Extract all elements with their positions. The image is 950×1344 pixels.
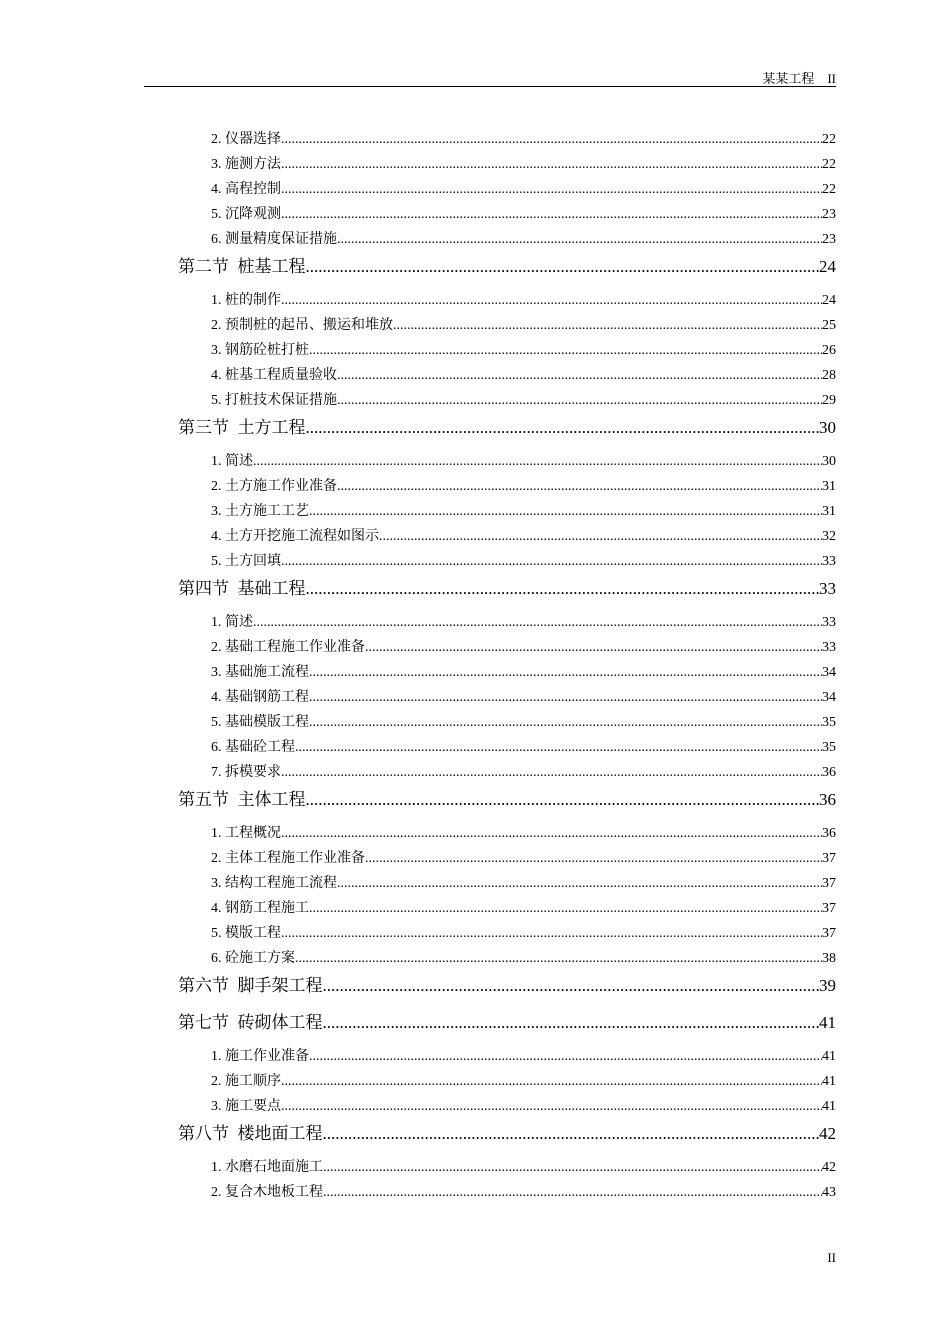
- toc-entry-page: 37: [822, 901, 836, 916]
- toc-entry-label: 2. 基础工程施工作业准备: [211, 640, 365, 655]
- toc-entry-label: 第五节 主体工程: [178, 790, 306, 809]
- toc-entry-page: 32: [822, 529, 836, 544]
- page-header: [144, 66, 836, 87]
- toc-subsection-entry[interactable]: [211, 1181, 836, 1199]
- toc-subsection-entry[interactable]: [211, 1095, 836, 1113]
- toc-dot-leader: [323, 1013, 820, 1033]
- toc-dot-leader: [323, 1124, 820, 1144]
- toc-entry-label: 5. 土方回填: [211, 554, 281, 569]
- toc-subsection-entry[interactable]: [211, 872, 836, 890]
- toc-entry-page: 43: [822, 1185, 836, 1200]
- toc-section-entry[interactable]: [178, 785, 836, 807]
- toc-entry-label: 5. 沉降观测: [211, 207, 281, 222]
- toc-subsection-entry[interactable]: [211, 550, 836, 568]
- toc-dot-leader: [309, 1049, 822, 1065]
- toc-entry-label: 第六节 脚手架工程: [178, 976, 323, 995]
- toc-entry-label: 2. 仪器选择: [211, 132, 281, 147]
- toc-entry-page: 42: [819, 1124, 836, 1143]
- toc-subsection-entry[interactable]: [211, 339, 836, 357]
- toc-section-entry[interactable]: [178, 574, 836, 596]
- toc-entry-label: 1. 水磨石地面施工: [211, 1160, 323, 1175]
- toc-entry-label: 5. 模版工程: [211, 926, 281, 941]
- toc-entry-page: 28: [822, 368, 836, 383]
- toc-entry-label: 2. 预制桩的起吊、搬运和堆放: [211, 318, 393, 333]
- toc-dot-leader: [309, 715, 822, 731]
- toc-entry-label: 4. 土方开挖施工流程如图示: [211, 529, 379, 544]
- toc-subsection-entry[interactable]: [211, 128, 836, 146]
- toc-dot-leader: [295, 740, 822, 756]
- toc-entry-label: 第七节 砖砌体工程: [178, 1013, 323, 1032]
- toc-entry-label: 5. 基础模版工程: [211, 715, 309, 730]
- toc-entry-label: 5. 打桩技术保证措施: [211, 393, 337, 408]
- toc-dot-leader: [281, 182, 822, 198]
- toc-subsection-entry[interactable]: [211, 178, 836, 196]
- toc-section-entry[interactable]: [178, 971, 836, 993]
- toc-entry-label: 2. 复合木地板工程: [211, 1185, 323, 1200]
- toc-entry-label: 4. 基础钢筋工程: [211, 690, 309, 705]
- toc-dot-leader: [281, 765, 822, 781]
- toc-subsection-entry[interactable]: [211, 364, 836, 382]
- toc-entry-page: 31: [822, 504, 836, 519]
- toc-entry-page: 33: [822, 640, 836, 655]
- toc-entry-label: 2. 主体工程施工作业准备: [211, 851, 365, 866]
- toc-entry-label: 3. 土方施工工艺: [211, 504, 309, 519]
- toc-subsection-entry[interactable]: [211, 736, 836, 754]
- toc-subsection-entry[interactable]: [211, 611, 836, 629]
- toc-dot-leader: [337, 368, 822, 384]
- toc-entry-page: 23: [822, 232, 836, 247]
- toc-entry-label: 7. 拆模要求: [211, 765, 281, 780]
- toc-entry-page: 37: [822, 851, 836, 866]
- toc-entry-page: 24: [819, 257, 836, 276]
- toc-dot-leader: [306, 257, 820, 277]
- toc-entry-page: 36: [819, 790, 836, 809]
- toc-dot-leader: [306, 790, 820, 810]
- toc-entry-page: 34: [822, 665, 836, 680]
- toc-subsection-entry[interactable]: [211, 500, 836, 518]
- toc-entry-page: 37: [822, 876, 836, 891]
- toc-dot-leader: [337, 876, 822, 892]
- toc-entry-label: 6. 基础砼工程: [211, 740, 295, 755]
- toc-dot-leader: [281, 207, 822, 223]
- toc-subsection-entry[interactable]: [211, 897, 836, 915]
- toc-entry-page: 30: [819, 418, 836, 437]
- toc-subsection-entry[interactable]: [211, 661, 836, 679]
- toc-dot-leader: [365, 640, 822, 656]
- toc-entry-page: 41: [822, 1074, 836, 1089]
- toc-dot-leader: [253, 454, 822, 470]
- toc-entry-page: 35: [822, 715, 836, 730]
- toc-entry-page: 41: [822, 1049, 836, 1064]
- toc-dot-leader: [253, 615, 822, 631]
- toc-section-entry[interactable]: [178, 413, 836, 435]
- toc-dot-leader: [281, 293, 822, 309]
- toc-entry-page: 23: [822, 207, 836, 222]
- toc-entry-label: 第四节 基础工程: [178, 579, 306, 598]
- toc-entry-page: 42: [822, 1160, 836, 1175]
- toc-entry-page: 25: [822, 318, 836, 333]
- toc-subsection-entry[interactable]: [211, 314, 836, 332]
- toc-subsection-entry[interactable]: [211, 289, 836, 307]
- toc-entry-page: 33: [822, 615, 836, 630]
- toc-entry-page: 33: [819, 579, 836, 598]
- toc-subsection-entry[interactable]: [211, 947, 836, 965]
- toc-entry-page: 38: [822, 951, 836, 966]
- toc-entry-page: 31: [822, 479, 836, 494]
- toc-entry-page: 22: [822, 182, 836, 197]
- toc-entry-label: 2. 土方施工作业准备: [211, 479, 337, 494]
- toc-entry-page: 37: [822, 926, 836, 941]
- toc-entry-page: 33: [822, 554, 836, 569]
- toc-subsection-entry[interactable]: [211, 636, 836, 654]
- toc-entry-page: 36: [822, 826, 836, 841]
- toc-entry-label: 第三节 土方工程: [178, 418, 306, 437]
- toc-entry-page: 22: [822, 157, 836, 172]
- toc-subsection-entry[interactable]: [211, 922, 836, 940]
- toc-entry-page: 41: [822, 1099, 836, 1114]
- toc-subsection-entry[interactable]: [211, 1156, 836, 1174]
- toc-entry-label: 6. 测量精度保证措施: [211, 232, 337, 247]
- toc-dot-leader: [306, 418, 820, 438]
- toc-dot-leader: [281, 1074, 822, 1090]
- toc-dot-leader: [309, 343, 822, 359]
- toc-subsection-entry[interactable]: [211, 450, 836, 468]
- toc-entry-label: 3. 结构工程施工流程: [211, 876, 337, 891]
- toc-entry-label: 3. 基础施工流程: [211, 665, 309, 680]
- toc-section-entry[interactable]: [178, 1119, 836, 1141]
- toc-entry-label: 1. 简述: [211, 615, 253, 630]
- toc-subsection-entry[interactable]: [211, 1070, 836, 1088]
- toc-entry-label: 4. 高程控制: [211, 182, 281, 197]
- toc-dot-leader: [306, 579, 820, 599]
- toc-subsection-entry[interactable]: [211, 761, 836, 779]
- toc-entry-label: 3. 钢筋砼桩打桩: [211, 343, 309, 358]
- toc-entry-label: 1. 施工作业准备: [211, 1049, 309, 1064]
- toc-section-entry[interactable]: [178, 1008, 836, 1030]
- toc-entry-page: 41: [819, 1013, 836, 1032]
- toc-dot-leader: [323, 976, 820, 996]
- toc-dot-leader: [393, 318, 822, 334]
- toc-entry-label: 第八节 楼地面工程: [178, 1124, 323, 1143]
- toc-entry-page: 22: [822, 132, 836, 147]
- toc-entry-page: 35: [822, 740, 836, 755]
- toc-dot-leader: [337, 479, 822, 495]
- toc-dot-leader: [337, 393, 822, 409]
- page-number: II: [827, 1250, 836, 1265]
- toc-entry-label: 第二节 桩基工程: [178, 257, 306, 276]
- toc-dot-leader: [337, 232, 822, 248]
- toc-section-entry[interactable]: [178, 252, 836, 274]
- toc-subsection-entry[interactable]: [211, 475, 836, 493]
- toc-dot-leader: [281, 826, 822, 842]
- toc-entry-page: 26: [822, 343, 836, 358]
- toc-subsection-entry[interactable]: [211, 525, 836, 543]
- toc-entry-page: 24: [822, 293, 836, 308]
- toc-subsection-entry[interactable]: [211, 711, 836, 729]
- toc-entry-page: 36: [822, 765, 836, 780]
- toc-dot-leader: [309, 690, 822, 706]
- toc-subsection-entry[interactable]: [211, 203, 836, 221]
- toc-dot-leader: [309, 901, 822, 917]
- toc-entry-label: 1. 桩的制作: [211, 293, 281, 308]
- toc-entry-page: 39: [819, 976, 836, 995]
- toc-subsection-entry[interactable]: [211, 1045, 836, 1063]
- toc-subsection-entry[interactable]: [211, 389, 836, 407]
- toc-dot-leader: [379, 529, 822, 545]
- toc-dot-leader: [323, 1160, 822, 1176]
- toc-entry-page: 29: [822, 393, 836, 408]
- toc-subsection-entry[interactable]: [211, 686, 836, 704]
- toc-entry-page: 30: [822, 454, 836, 469]
- toc-dot-leader: [281, 926, 822, 942]
- toc-entry-label: 4. 钢筋工程施工: [211, 901, 309, 916]
- toc-dot-leader: [365, 851, 822, 867]
- toc-subsection-entry[interactable]: [211, 847, 836, 865]
- toc-entry-label: 1. 工程概况: [211, 826, 281, 841]
- toc-entry-page: 34: [822, 690, 836, 705]
- toc-dot-leader: [309, 504, 822, 520]
- toc-dot-leader: [295, 951, 822, 967]
- toc-subsection-entry[interactable]: [211, 228, 836, 246]
- toc-dot-leader: [281, 1099, 822, 1115]
- toc-dot-leader: [323, 1185, 822, 1201]
- toc-dot-leader: [281, 157, 822, 173]
- toc-dot-leader: [281, 554, 822, 570]
- header-title: 某某工程 II: [762, 71, 836, 86]
- toc-dot-leader: [281, 132, 822, 148]
- toc-entry-label: 3. 施工要点: [211, 1099, 281, 1114]
- toc-subsection-entry[interactable]: [211, 153, 836, 171]
- toc-entry-label: 6. 砼施工方案: [211, 951, 295, 966]
- toc-entry-label: 2. 施工顺序: [211, 1074, 281, 1089]
- toc-dot-leader: [309, 665, 822, 681]
- toc-subsection-entry[interactable]: [211, 822, 836, 840]
- toc-entry-label: 3. 施测方法: [211, 157, 281, 172]
- toc-entry-label: 4. 桩基工程质量验收: [211, 368, 337, 383]
- toc-entry-label: 1. 简述: [211, 454, 253, 469]
